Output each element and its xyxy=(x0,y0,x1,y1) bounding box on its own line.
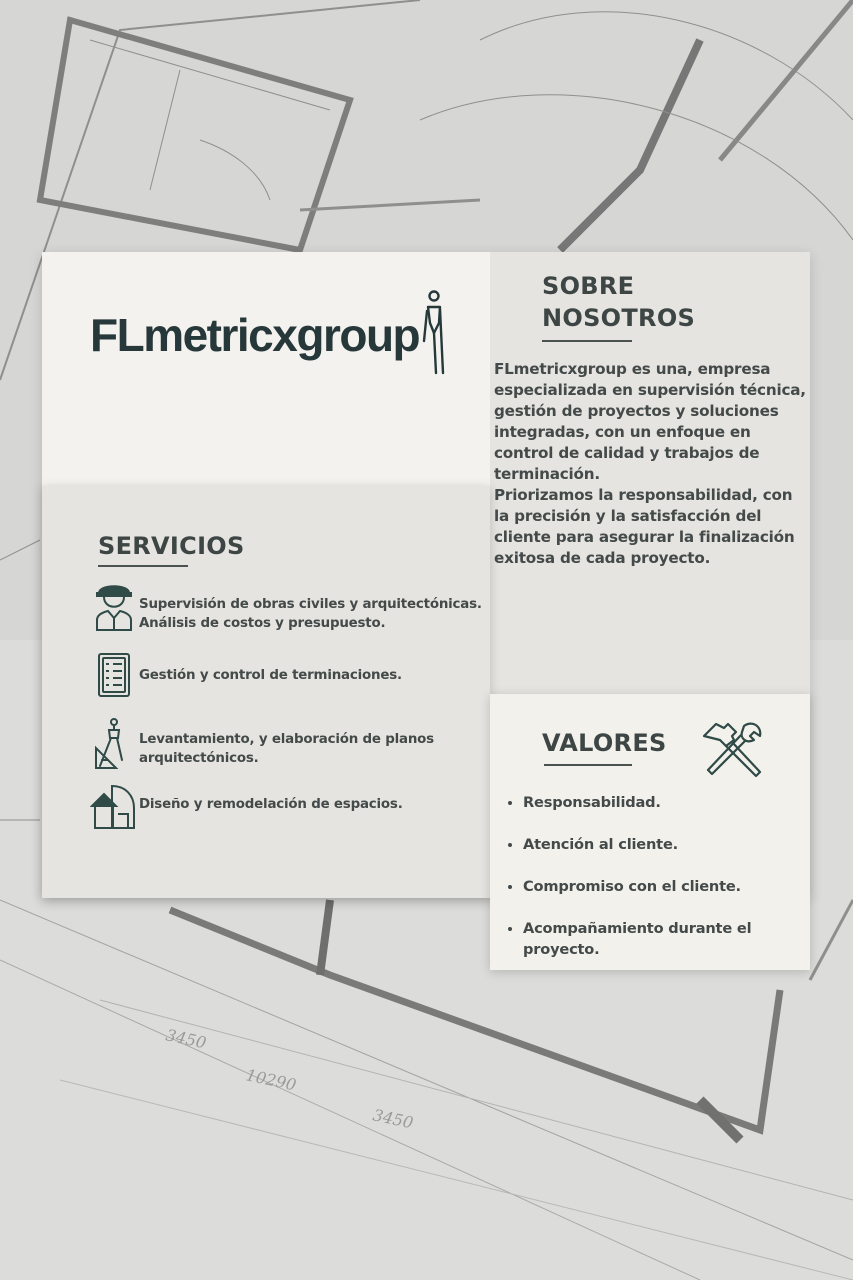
value-item-text: Acompañamiento durante el proyecto. xyxy=(523,920,752,958)
service-item-supervision xyxy=(139,595,489,633)
brand-logo-text: FLmetricxgroup xyxy=(90,309,420,361)
service-item-supervision-line1: Supervisión de obras civiles y arquitectónicas. xyxy=(139,597,482,612)
engineer-helmet-icon xyxy=(94,580,134,632)
checklist-icon xyxy=(96,652,132,698)
bullet-icon xyxy=(508,885,512,889)
service-item-design-line1: Diseño y remodelación de espacios. xyxy=(139,797,403,812)
list-item xyxy=(507,876,787,897)
value-item-text: Responsabilidad. xyxy=(523,794,661,811)
list-item xyxy=(507,918,787,960)
list-item xyxy=(507,792,787,813)
services-heading: SERVICIOS xyxy=(98,532,245,560)
service-item-supervision-line2: Análisis de costos y presupuesto. xyxy=(139,616,386,631)
values-heading: VALORES xyxy=(542,729,667,757)
bullet-icon xyxy=(508,843,512,847)
bullet-icon xyxy=(508,927,512,931)
services-heading-underline xyxy=(98,565,188,567)
values-list xyxy=(507,792,787,981)
hammer-wrench-icon xyxy=(700,718,764,780)
surveyor-figure-icon xyxy=(420,289,448,375)
svg-text:3450: 3450 xyxy=(371,1105,415,1133)
about-paragraph-1: FLmetricxgroup es una, empresa especializada en supervisión técnica, gestión de proyectos y soluciones integradas, con un enfoque en control de calidad y trabajos de terminación. xyxy=(494,360,806,483)
value-item-text: Compromiso con el cliente. xyxy=(523,878,741,895)
service-item-finishes-line1: Gestión y control de terminaciones. xyxy=(139,668,402,683)
list-item xyxy=(507,834,787,855)
service-item-design xyxy=(139,795,489,814)
service-item-surveying-line2: arquitectónicos. xyxy=(139,751,259,766)
bullet-icon xyxy=(508,801,512,805)
values-heading-underline xyxy=(544,764,632,766)
house-plan-icon xyxy=(90,784,136,832)
drafting-compass-icon xyxy=(94,716,130,770)
svg-text:3450: 3450 xyxy=(164,1025,208,1053)
service-item-surveying xyxy=(139,730,489,768)
svg-text:10290: 10290 xyxy=(244,1065,298,1095)
about-heading-line1: SOBRE xyxy=(542,272,635,300)
service-item-surveying-line1: Levantamiento, y elaboración de planos xyxy=(139,732,434,747)
value-item-text: Atención al cliente. xyxy=(523,836,678,853)
about-heading-line2: NOSOTROS xyxy=(542,304,696,332)
about-paragraph-2: Priorizamos la responsabilidad, con la precisión y la satisfacción del cliente para asegurar la finalización exitosa de cada proyecto. xyxy=(494,486,795,567)
about-heading-underline xyxy=(542,340,632,342)
service-item-finishes xyxy=(139,666,489,685)
